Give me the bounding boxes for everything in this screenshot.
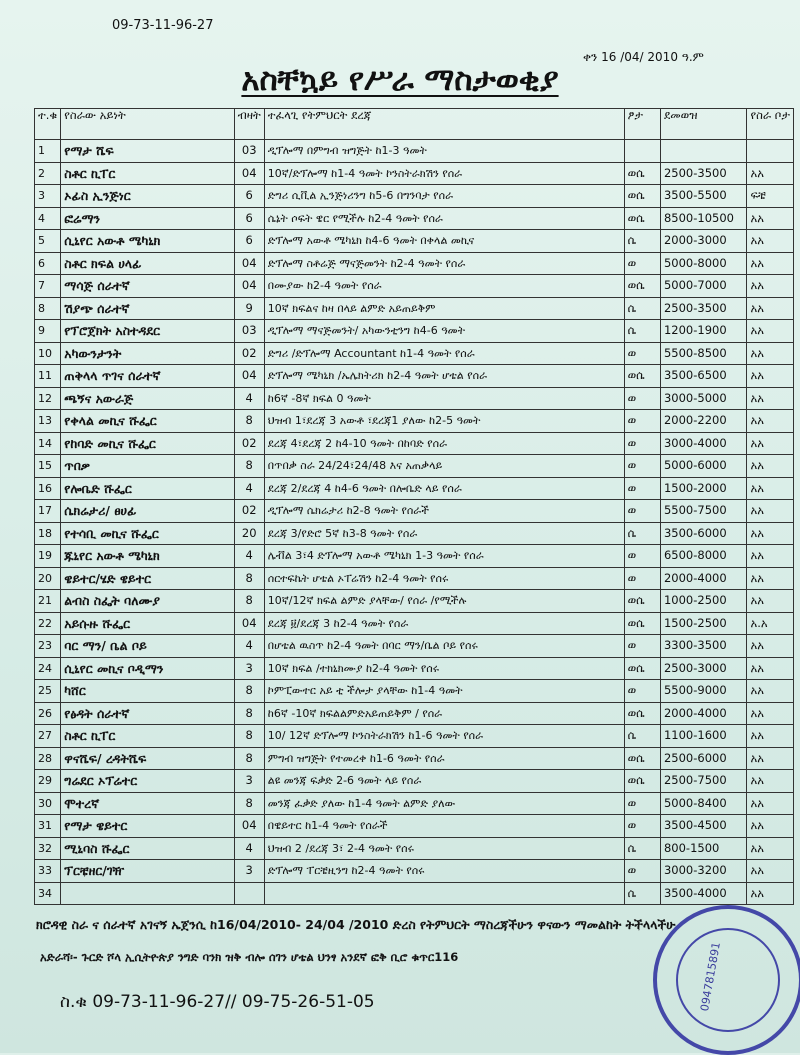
cell-no: 15	[35, 455, 61, 478]
cell-qty: 8	[234, 567, 264, 590]
cell-job: ሲኒየር አውቶ ሜካኒክ	[61, 230, 234, 253]
cell-loc: አአ	[747, 702, 794, 725]
table-row	[35, 140, 794, 163]
cell-req: በጥበቃ ስራ 24/24፣24/48 እና አጠቃላይ	[264, 455, 624, 478]
cell-req: በሆቴል ዉስጥ ከ2-4 ዓመት በባር ማን/ቤል ቦይ የሰሩ	[264, 635, 624, 658]
cell-no: 24	[35, 657, 61, 680]
cell-job: ሴክሬታሪ/ ፀሀፊ	[61, 500, 234, 523]
cell-loc: አአ	[747, 860, 794, 883]
cell-loc: አአ	[747, 882, 794, 905]
cell-sex: ወ	[624, 680, 660, 703]
cell-salary: 5500-9000	[660, 680, 746, 703]
cell-job: ሚኒባስ ሹፌር	[61, 837, 234, 860]
cell-sex: ወ	[624, 567, 660, 590]
cell-loc: አአ	[747, 432, 794, 455]
cell-qty	[234, 882, 264, 905]
cell-loc: አ.አ	[747, 612, 794, 635]
cell-sex: ወ	[624, 342, 660, 365]
cell-salary: 5500-7500	[660, 500, 746, 523]
cell-sex: ወሴ	[624, 747, 660, 770]
cell-no: 11	[35, 365, 61, 388]
cell-job: ሞተረኛ	[61, 792, 234, 815]
cell-req: ድግሪ ሲቪል ኢንጅነሪንግ ከ5-6 በግንባታ የሰራ	[264, 185, 624, 208]
cell-salary: 3500-6000	[660, 522, 746, 545]
table-row	[35, 792, 794, 815]
cell-sex: ወ	[624, 545, 660, 568]
table-row	[35, 567, 794, 590]
cell-job: ፎሬማን	[61, 207, 234, 230]
cell-salary: 5500-8500	[660, 342, 746, 365]
cell-job: ልብስ ስፌት ባለሙያ	[61, 590, 234, 613]
cell-loc: አአ	[747, 410, 794, 433]
cell-salary: 1200-1900	[660, 320, 746, 343]
cell-req: ደረጃ ፱/ደረጃ 3 ከ2-4 ዓመት የሰራ	[264, 612, 624, 635]
cell-qty: 9	[234, 297, 264, 320]
cell-job	[61, 882, 234, 905]
cell-qty: 03	[234, 320, 264, 343]
cell-sex: ወ	[624, 500, 660, 523]
cell-salary: 1500-2500	[660, 612, 746, 635]
cell-job: ስቶር ኪፐር	[61, 725, 234, 748]
cell-job: የማታ ዌይተር	[61, 815, 234, 838]
cell-job: ባር ማን/ ቤል ቦይ	[61, 635, 234, 658]
cell-salary: 2500-6000	[660, 747, 746, 770]
cell-job: ጥበቃ	[61, 455, 234, 478]
cell-sex: ወሴ	[624, 590, 660, 613]
cell-job: የፅዳት ሰራተኛ	[61, 702, 234, 725]
cell-loc: አአ	[747, 837, 794, 860]
jobs-table	[34, 108, 794, 905]
cell-sex: ወ	[624, 455, 660, 478]
cell-salary: 8500-10500	[660, 207, 746, 230]
cell-salary: 800-1500	[660, 837, 746, 860]
cell-req: ህዝብ 2 /ደረጃ 3፣ 2-4 ዓመት የሰሩ	[264, 837, 624, 860]
cell-no: 30	[35, 792, 61, 815]
cell-no: 33	[35, 860, 61, 883]
cell-salary: 1500-2000	[660, 477, 746, 500]
cell-no: 6	[35, 252, 61, 275]
cell-qty: 02	[234, 432, 264, 455]
stamp-number: 0947815891	[698, 941, 723, 1013]
cell-req: 10ኛ ክፍል /ተክኒክሙያ ከ2-4 ዓመት የሰሩ	[264, 657, 624, 680]
header-phone: 09-73-11-96-27	[112, 18, 214, 33]
cell-salary: 3000-4000	[660, 432, 746, 455]
cell-job: የቀላል መኪና ሹፌር	[61, 410, 234, 433]
table-row	[35, 657, 794, 680]
table-row	[35, 545, 794, 568]
agency-line: ክሮዳዊ ስራ ና ሰራተኛ አገናኝ ኤጀንሲ ከ16/04/2010- 24/04 /2010 ድረስ የትምህርት ማስረጃችሁን ዋናውን ማመልከት ትችላላችሁ	[36, 917, 676, 932]
cell-qty: 4	[234, 387, 264, 410]
col-job: የስራው አይነት	[61, 109, 234, 140]
table-row	[35, 410, 794, 433]
cell-qty: 8	[234, 455, 264, 478]
title-text: አስቸኳይ የሥራ ማስታወቂያ	[241, 62, 559, 98]
cell-job: የፕሮጀክት አስተዳደር	[61, 320, 234, 343]
cell-qty: 04	[234, 815, 264, 838]
cell-qty: 6	[234, 230, 264, 253]
cell-qty: 03	[234, 140, 264, 163]
cell-loc: አአ	[747, 770, 794, 793]
cell-salary: 2500-3500	[660, 162, 746, 185]
cell-req: ድፕሎማ ስቶሬጅ ማናጅመንት ከ2-4 ዓመት የሰራ	[264, 252, 624, 275]
cell-salary: 1100-1600	[660, 725, 746, 748]
cell-qty: 3	[234, 860, 264, 883]
cell-loc: አአ	[747, 657, 794, 680]
cell-sex: ሴ	[624, 522, 660, 545]
table-row	[35, 815, 794, 838]
cell-job: የተሳቢ መኪና ሹፌር	[61, 522, 234, 545]
cell-loc: አአ	[747, 725, 794, 748]
cell-loc: አአ	[747, 252, 794, 275]
cell-req: ዲፕሎማ ማናጅመንት/ አካውንቲንግ ከ4-6 ዓመት	[264, 320, 624, 343]
cell-loc: አአ	[747, 162, 794, 185]
cell-sex: ወ	[624, 860, 660, 883]
cell-loc: አአ	[747, 680, 794, 703]
cell-req: 10ኛ/12ኛ ክፍል ልምድ ያላቸው/ የሰራ /የሚችሉ	[264, 590, 624, 613]
cell-salary: 3500-4500	[660, 815, 746, 838]
cell-sex	[624, 140, 660, 163]
cell-req: 10ኛ/ድፕሎማ ከ1-4 ዓመት ኮንስትራክሽን የሰራ	[264, 162, 624, 185]
cell-no: 4	[35, 207, 61, 230]
cell-salary: 2500-3500	[660, 297, 746, 320]
cell-salary: 2000-4000	[660, 702, 746, 725]
cell-qty: 4	[234, 837, 264, 860]
cell-req: ኮምፒውተር አይ ቲ ችሎታ ያላቸው ከ1-4 ዓመት	[264, 680, 624, 703]
cell-qty: 8	[234, 747, 264, 770]
cell-job: ስቶር ክፍል ሀላፊ	[61, 252, 234, 275]
cell-sex: ወሴ	[624, 612, 660, 635]
table-row	[35, 702, 794, 725]
cell-loc: አአ	[747, 567, 794, 590]
cell-sex: ወሴ	[624, 657, 660, 680]
cell-sex: ሴ	[624, 297, 660, 320]
cell-salary	[660, 140, 746, 163]
page-title	[0, 62, 800, 99]
cell-salary: 6500-8000	[660, 545, 746, 568]
cell-qty: 04	[234, 365, 264, 388]
cell-loc: አአ	[747, 297, 794, 320]
cell-req: ደረጃ 2/ደረጃ 4 ከ4-6 ዓመት በሎቤድ ላይ የሰራ	[264, 477, 624, 500]
table-row	[35, 275, 794, 298]
cell-job: የማታ ሼፍ	[61, 140, 234, 163]
cell-salary: 2000-3000	[660, 230, 746, 253]
cell-sex: ሴ	[624, 725, 660, 748]
cell-no: 21	[35, 590, 61, 613]
cell-no: 29	[35, 770, 61, 793]
cell-no: 16	[35, 477, 61, 500]
cell-loc: አአ	[747, 455, 794, 478]
cell-req: ደረጃ 4፣ደረጃ 2 ከ4-10 ዓመት በከባድ የሰራ	[264, 432, 624, 455]
cell-job: የሎቤድ ሹፌር	[61, 477, 234, 500]
cell-no: 31	[35, 815, 61, 838]
cell-no: 2	[35, 162, 61, 185]
cell-salary: 3500-5500	[660, 185, 746, 208]
table-row	[35, 297, 794, 320]
cell-salary: 3300-3500	[660, 635, 746, 658]
cell-salary: 5000-7000	[660, 275, 746, 298]
cell-salary: 2500-3000	[660, 657, 746, 680]
cell-sex: ሴ	[624, 882, 660, 905]
table-row	[35, 252, 794, 275]
cell-sex: ሴ	[624, 837, 660, 860]
cell-job: ጠቅላላ ጥገና ሰራተኛ	[61, 365, 234, 388]
cell-no: 14	[35, 432, 61, 455]
table-row	[35, 342, 794, 365]
cell-salary: 5000-8000	[660, 252, 746, 275]
cell-sex: ወሴ	[624, 162, 660, 185]
table-row	[35, 387, 794, 410]
table-row	[35, 882, 794, 905]
table-row	[35, 365, 794, 388]
cell-no: 3	[35, 185, 61, 208]
table-row	[35, 522, 794, 545]
cell-sex: ወ	[624, 252, 660, 275]
cell-no: 12	[35, 387, 61, 410]
cell-job: ጁኒየር አውቶ ሜካኒክ	[61, 545, 234, 568]
cell-qty: 8	[234, 410, 264, 433]
cell-salary: 3000-3200	[660, 860, 746, 883]
table-row	[35, 590, 794, 613]
cell-req: ድፕሎማ ፐርቼዚንግ ከ2-4 ዓመት የሰሩ	[264, 860, 624, 883]
table-row	[35, 747, 794, 770]
col-qty: ብዛት	[234, 109, 264, 140]
cell-req: በዌይተር ከ1-4 ዓመት የሰራች	[264, 815, 624, 838]
cell-no: 28	[35, 747, 61, 770]
cell-sex: ወሴ	[624, 185, 660, 208]
cell-req: ከ6ኛ -8ኛ ክፍል 0 ዓመት	[264, 387, 624, 410]
cell-no: 17	[35, 500, 61, 523]
cell-sex: ወ	[624, 432, 660, 455]
cell-sex: ወ	[624, 815, 660, 838]
cell-job: ግሬደር ኦፕሬተር	[61, 770, 234, 793]
cell-req: 10ኛ ክፍልና ከዛ በላይ ልምድ አይጠይቅም	[264, 297, 624, 320]
cell-salary: 3500-4000	[660, 882, 746, 905]
cell-job: የከባድ መኪና ሹፌር	[61, 432, 234, 455]
cell-req: ዲፕሎማ በምግብ ዝግጅት ከ1-3 ዓመት	[264, 140, 624, 163]
cell-no: 34	[35, 882, 61, 905]
cell-job: ጫኝና አውራጅ	[61, 387, 234, 410]
cell-sex: ወ	[624, 477, 660, 500]
cell-loc: አአ	[747, 815, 794, 838]
cell-req: ከ6ኛ -10ኛ ክፍልልምድአይጠይቅም / የሰራ	[264, 702, 624, 725]
cell-job: ሽያጭ ሰራተኛ	[61, 297, 234, 320]
cell-no: 9	[35, 320, 61, 343]
table-row	[35, 320, 794, 343]
cell-qty: 8	[234, 590, 264, 613]
cell-job: ዌይተር/ሄድ ዌይተር	[61, 567, 234, 590]
table-row	[35, 837, 794, 860]
cell-sex: ወ	[624, 410, 660, 433]
table-row	[35, 860, 794, 883]
cell-loc: አአ	[747, 342, 794, 365]
cell-qty: 4	[234, 635, 264, 658]
phones-line: ስ.ቁ 09-73-11-96-27// 09-75-26-51-05	[60, 992, 375, 1012]
col-salary: ደመወዝ	[660, 109, 746, 140]
table-header-row	[35, 109, 794, 140]
cell-salary: 2500-7500	[660, 770, 746, 793]
agency-stamp-inner	[676, 928, 780, 1032]
table-row	[35, 455, 794, 478]
cell-job: ካሸር	[61, 680, 234, 703]
cell-loc: አአ	[747, 747, 794, 770]
cell-job: ፕርቼዘር/ገዥ	[61, 860, 234, 883]
cell-qty: 04	[234, 612, 264, 635]
cell-req: ደረጃ 3/የድሮ 5ኛ ከ3-8 ዓመት የሰራ	[264, 522, 624, 545]
cell-job: ማሳጅ ሰራተኛ	[61, 275, 234, 298]
table-row	[35, 185, 794, 208]
cell-sex: ወሴ	[624, 770, 660, 793]
cell-salary: 2000-4000	[660, 567, 746, 590]
cell-no: 22	[35, 612, 61, 635]
cell-salary: 2000-2200	[660, 410, 746, 433]
col-loc: የስራ ቦታ	[747, 109, 794, 140]
cell-qty: 3	[234, 770, 264, 793]
cell-loc: አአ	[747, 207, 794, 230]
table-row	[35, 680, 794, 703]
cell-loc: አአ	[747, 545, 794, 568]
cell-no: 5	[35, 230, 61, 253]
cell-no: 19	[35, 545, 61, 568]
cell-qty: 6	[234, 207, 264, 230]
cell-sex: ወሴ	[624, 365, 660, 388]
cell-qty: 8	[234, 725, 264, 748]
cell-salary: 1000-2500	[660, 590, 746, 613]
cell-sex: ወሴ	[624, 207, 660, 230]
cell-loc: አአ	[747, 590, 794, 613]
cell-loc: አአ	[747, 275, 794, 298]
table-row	[35, 477, 794, 500]
col-sex: ፆታ	[624, 109, 660, 140]
cell-req: ምግብ ዝግጅት የተመረቀ ከ1-6 ዓመት የሰራ	[264, 747, 624, 770]
cell-qty: 04	[234, 275, 264, 298]
cell-no: 7	[35, 275, 61, 298]
cell-req: ዲፕሎማ ሴክሬታሪ ከ2-8 ዓመት የሰራች	[264, 500, 624, 523]
cell-job: ሲኒየር መኪና ቦዲማን	[61, 657, 234, 680]
cell-no: 20	[35, 567, 61, 590]
table-row	[35, 432, 794, 455]
cell-sex: ወ	[624, 635, 660, 658]
cell-req: ሴኔት ሶፍት ዌር የሚችሉ ከ2-4 ዓመት የሰራ	[264, 207, 624, 230]
cell-qty: 20	[234, 522, 264, 545]
cell-loc: አአ	[747, 387, 794, 410]
cell-job: አካውንታንት	[61, 342, 234, 365]
cell-loc: ፍቼ	[747, 185, 794, 208]
cell-req: በሙያው ከ2-4 ዓመት የሰራ	[264, 275, 624, 298]
cell-no: 13	[35, 410, 61, 433]
cell-job: አይሱዙ ሹፌር	[61, 612, 234, 635]
cell-req: ድግሪ /ድፕሎማ Accountant ከ1-4 ዓመት የሰራ	[264, 342, 624, 365]
cell-no: 8	[35, 297, 61, 320]
cell-req: ሰርተፍኬት ሆቴል ኦፐሬሽን ከ2-4 ዓመት የሰሩ	[264, 567, 624, 590]
address-line: አድራሻ፡- ጉርድ ሾላ ኢሲትዮጵያ ንግድ ባንክ ዝቅ ብሎ ሰገን ሆቴል ህንፃ አንደኛ ፎቅ ቢሮ ቁጥር116	[40, 950, 459, 964]
cell-qty: 6	[234, 185, 264, 208]
table-row	[35, 725, 794, 748]
cell-qty: 4	[234, 477, 264, 500]
table-row	[35, 770, 794, 793]
table-row	[35, 612, 794, 635]
cell-no: 18	[35, 522, 61, 545]
cell-job: ኦፊስ ኢንጅነር	[61, 185, 234, 208]
table-row	[35, 500, 794, 523]
cell-req: ልዩ መንጃ ፍቃድ 2-6 ዓመት ላይ የሰራ	[264, 770, 624, 793]
table-body	[35, 140, 794, 905]
cell-sex: ሴ	[624, 230, 660, 253]
cell-req: ህዝብ 1፣ደረጃ 3 አውቶ ፣ደረጃ1 ያለው ከ2-5 ዓመት	[264, 410, 624, 433]
cell-no: 25	[35, 680, 61, 703]
table-row	[35, 207, 794, 230]
table-row	[35, 635, 794, 658]
cell-no: 27	[35, 725, 61, 748]
col-no: ተ.ቁ	[35, 109, 61, 140]
cell-req	[264, 882, 624, 905]
cell-loc: አአ	[747, 320, 794, 343]
cell-salary: 5000-8400	[660, 792, 746, 815]
cell-job: ስቶር ኪፐር	[61, 162, 234, 185]
cell-qty: 04	[234, 162, 264, 185]
cell-qty: 8	[234, 792, 264, 815]
cell-sex: ወሴ	[624, 702, 660, 725]
cell-qty: 02	[234, 342, 264, 365]
cell-req: 10/ 12ኛ ድፕሎማ ኮንስትራክሽን ከ1-6 ዓመት የሰራ	[264, 725, 624, 748]
cell-qty: 3	[234, 657, 264, 680]
cell-no: 26	[35, 702, 61, 725]
cell-sex: ወ	[624, 387, 660, 410]
cell-req: ድፕሎማ አውቶ ሜካኒክ ከ4-6 ዓመት በቀላል መኪና	[264, 230, 624, 253]
cell-qty: 8	[234, 702, 264, 725]
cell-no: 10	[35, 342, 61, 365]
cell-req: ሌቭል 3፣4 ድፕሎማ አውቶ ሜካኒክ 1-3 ዓመት የሰራ	[264, 545, 624, 568]
cell-loc	[747, 140, 794, 163]
cell-loc: አአ	[747, 365, 794, 388]
cell-salary: 5000-6000	[660, 455, 746, 478]
cell-loc: አአ	[747, 500, 794, 523]
table-row	[35, 162, 794, 185]
cell-req: መንጃ ፈቃድ ያለው ከ1-4 ዓመት ልምድ ያለው	[264, 792, 624, 815]
cell-no: 23	[35, 635, 61, 658]
cell-loc: አአ	[747, 635, 794, 658]
cell-loc: አአ	[747, 522, 794, 545]
cell-salary: 3000-5000	[660, 387, 746, 410]
cell-qty: 02	[234, 500, 264, 523]
cell-loc: አአ	[747, 792, 794, 815]
table-row	[35, 230, 794, 253]
notice-date: ቀን 16 /04/ 2010 ዓ.ም	[583, 50, 704, 64]
cell-sex: ወ	[624, 792, 660, 815]
cell-no: 32	[35, 837, 61, 860]
cell-salary: 3500-6500	[660, 365, 746, 388]
cell-sex: ሴ	[624, 320, 660, 343]
cell-loc: አአ	[747, 230, 794, 253]
cell-loc: አአ	[747, 477, 794, 500]
cell-qty: 4	[234, 545, 264, 568]
cell-sex: ወሴ	[624, 275, 660, 298]
cell-qty: 04	[234, 252, 264, 275]
cell-job: ዋናሼፍ/ ረዳትሼፍ	[61, 747, 234, 770]
cell-no: 1	[35, 140, 61, 163]
cell-req: ድፕሎማ ሜካኒክ /ኤሌክትሪክ ከ2-4 ዓመት ሆቴል የሰራ	[264, 365, 624, 388]
cell-qty: 8	[234, 680, 264, 703]
col-req: ተፈላጊ የትምህርት ደረጃ	[264, 109, 624, 140]
